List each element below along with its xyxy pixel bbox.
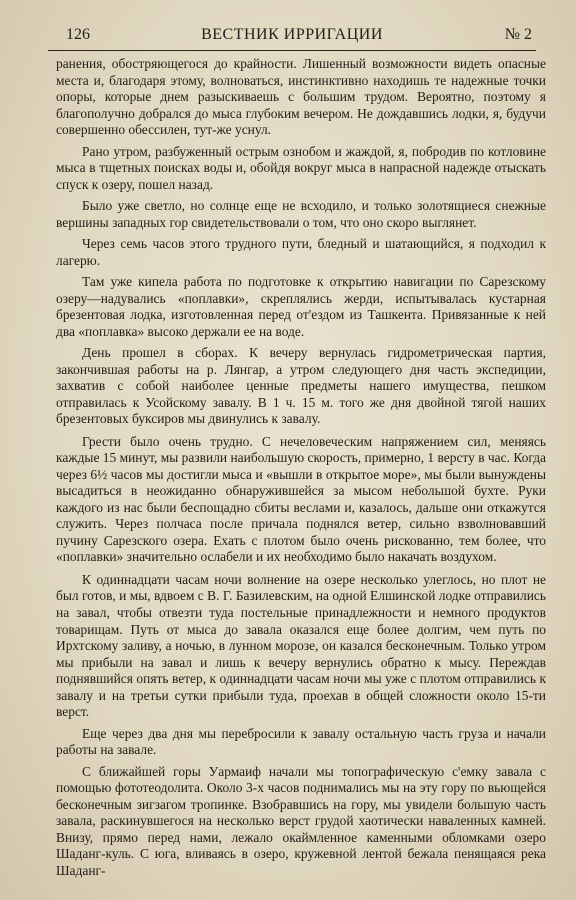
paragraph: День прошел в сборах. К вечеру вернулась гидрометрическая партия, закончившая работы на р. Лянгар, а утром следующего дня часть экспедиции, захватив с собой наиболее ценные предметы нашего имущества, пешком отправилась к Усойскому завалу. В 1 ч. 15 м. того же дня двойной тягой наших брезентовых буксиров мы двинулись к завалу. (56, 345, 546, 427)
page-number: 126 (66, 26, 90, 43)
paragraph: С ближайшей горы Уармаиф начали мы топографическую с'емку завала с помощью фототеодолита. Около 3-х часов поднимались мы на эту гору по вьющейся бесконечным зигзагом тропинке. Взобравшись на гору, мы увидели большую часть завала, раскинувшегося на несколько верст грудой хаотически наваленных камней. Внизу, прямо перед нами, лежало окаймленное каменными обломками озеро Шаданг-куль. С юга, вливаясь в озеро, кружевной лентой бежала пенящаяся река Шаданг- (56, 763, 546, 878)
paragraph: Там уже кипела работа по подготовке к открытию навигации по Сарезскому озеру—надувались «поплавки», скреплялись жерди, испытывалась кустарная брезентовая лодка, изготовленная перед от'ездом из Ташкента. Привязанные к ней два «поплавка» высоко держали ее на воде. (56, 274, 546, 339)
paragraph: Было уже светло, но солнце еще не всходило, и только золотящиеся снежные вершины западных гор свидетельствовали о том, что оно скоро выглянет. (56, 198, 546, 230)
article-body (56, 56, 546, 879)
issue-number: № 2 (504, 26, 532, 43)
paragraph: ранения, обостряющегося до крайности. Лишенный возможности видеть опасные места и, благодаря этому, волноваться, инстинктивно находишь те надежные точки опоры, которые днем разыскиваешь с большим трудом. Вероятно, поэтому я благополучно добрался до мыса глубоким вечером. Не дождавшись лодки, я, будучи совершенно обессилен, тут-же уснул. (56, 56, 546, 138)
page-header (48, 22, 536, 51)
paragraph: Еще через два дня мы перебросили к завалу остальную часть груза и начали работы на завале. (56, 725, 546, 758)
paragraph: Рано утром, разбуженный острым ознобом и жаждой, я, побродив по котловине мыса в тщетных поисках воды и, обойдя вокруг мыса в напрасной надежде отыскать спуск к озеру, пошел назад. (56, 143, 546, 192)
paragraph: Через семь часов этого трудного пути, бледный и шатающийся, я подходил к лагерю. (56, 236, 546, 268)
paragraph: Грести было очень трудно. С нечеловеческим напряжением сил, меняясь каждые 15 минут, мы развили наибольшую скорость, примерно, 1 версту в час. Когда через 6½ часов мы достигли мыса и «вышли в открытое море», мы были вынуждены высадиться в неожиданно обнаружившейся за мысом небольшой бухте. Руки каждого из нас были беспощадно сбиты веслами и, казалось, дальше они откажутся служить. Через полчаса после причала поднялся ветер, сильно взволновавший пучину Сарезского озера. Ехать с плотом было очень рискованно, тем более, что «поплавки» значительно ослабели и их необходимо было накачать воздухом. (56, 433, 546, 565)
journal-title: ВЕСТНИК ИРРИГАЦИИ (201, 26, 383, 43)
paragraph: К одиннадцати часам ночи волнение на озере несколько улеглось, но плот не был готов, и мы, вдвоем с В. Г. Базилевским, на одной Елшинской лодке отправились на завал, чтобы отвезти туда постельные принадлежности и немного продуктов товарищам. Путь от мыса до завала оказался еще более долгим, чем путь по Ирхтскому заливу, а ночью, в лунном морозе, он казался бесконечным. Только утром мы прибыли на завал и лишь к вечеру вернулись обратно к мысу. Переждав поднявшийся опять ветер, к одиннадцати часам ночи мы уже с плотом отправились к завалу и на третьи сутки прибыли туда, проехав в общей сложности около 15-ти верст. (56, 571, 546, 720)
